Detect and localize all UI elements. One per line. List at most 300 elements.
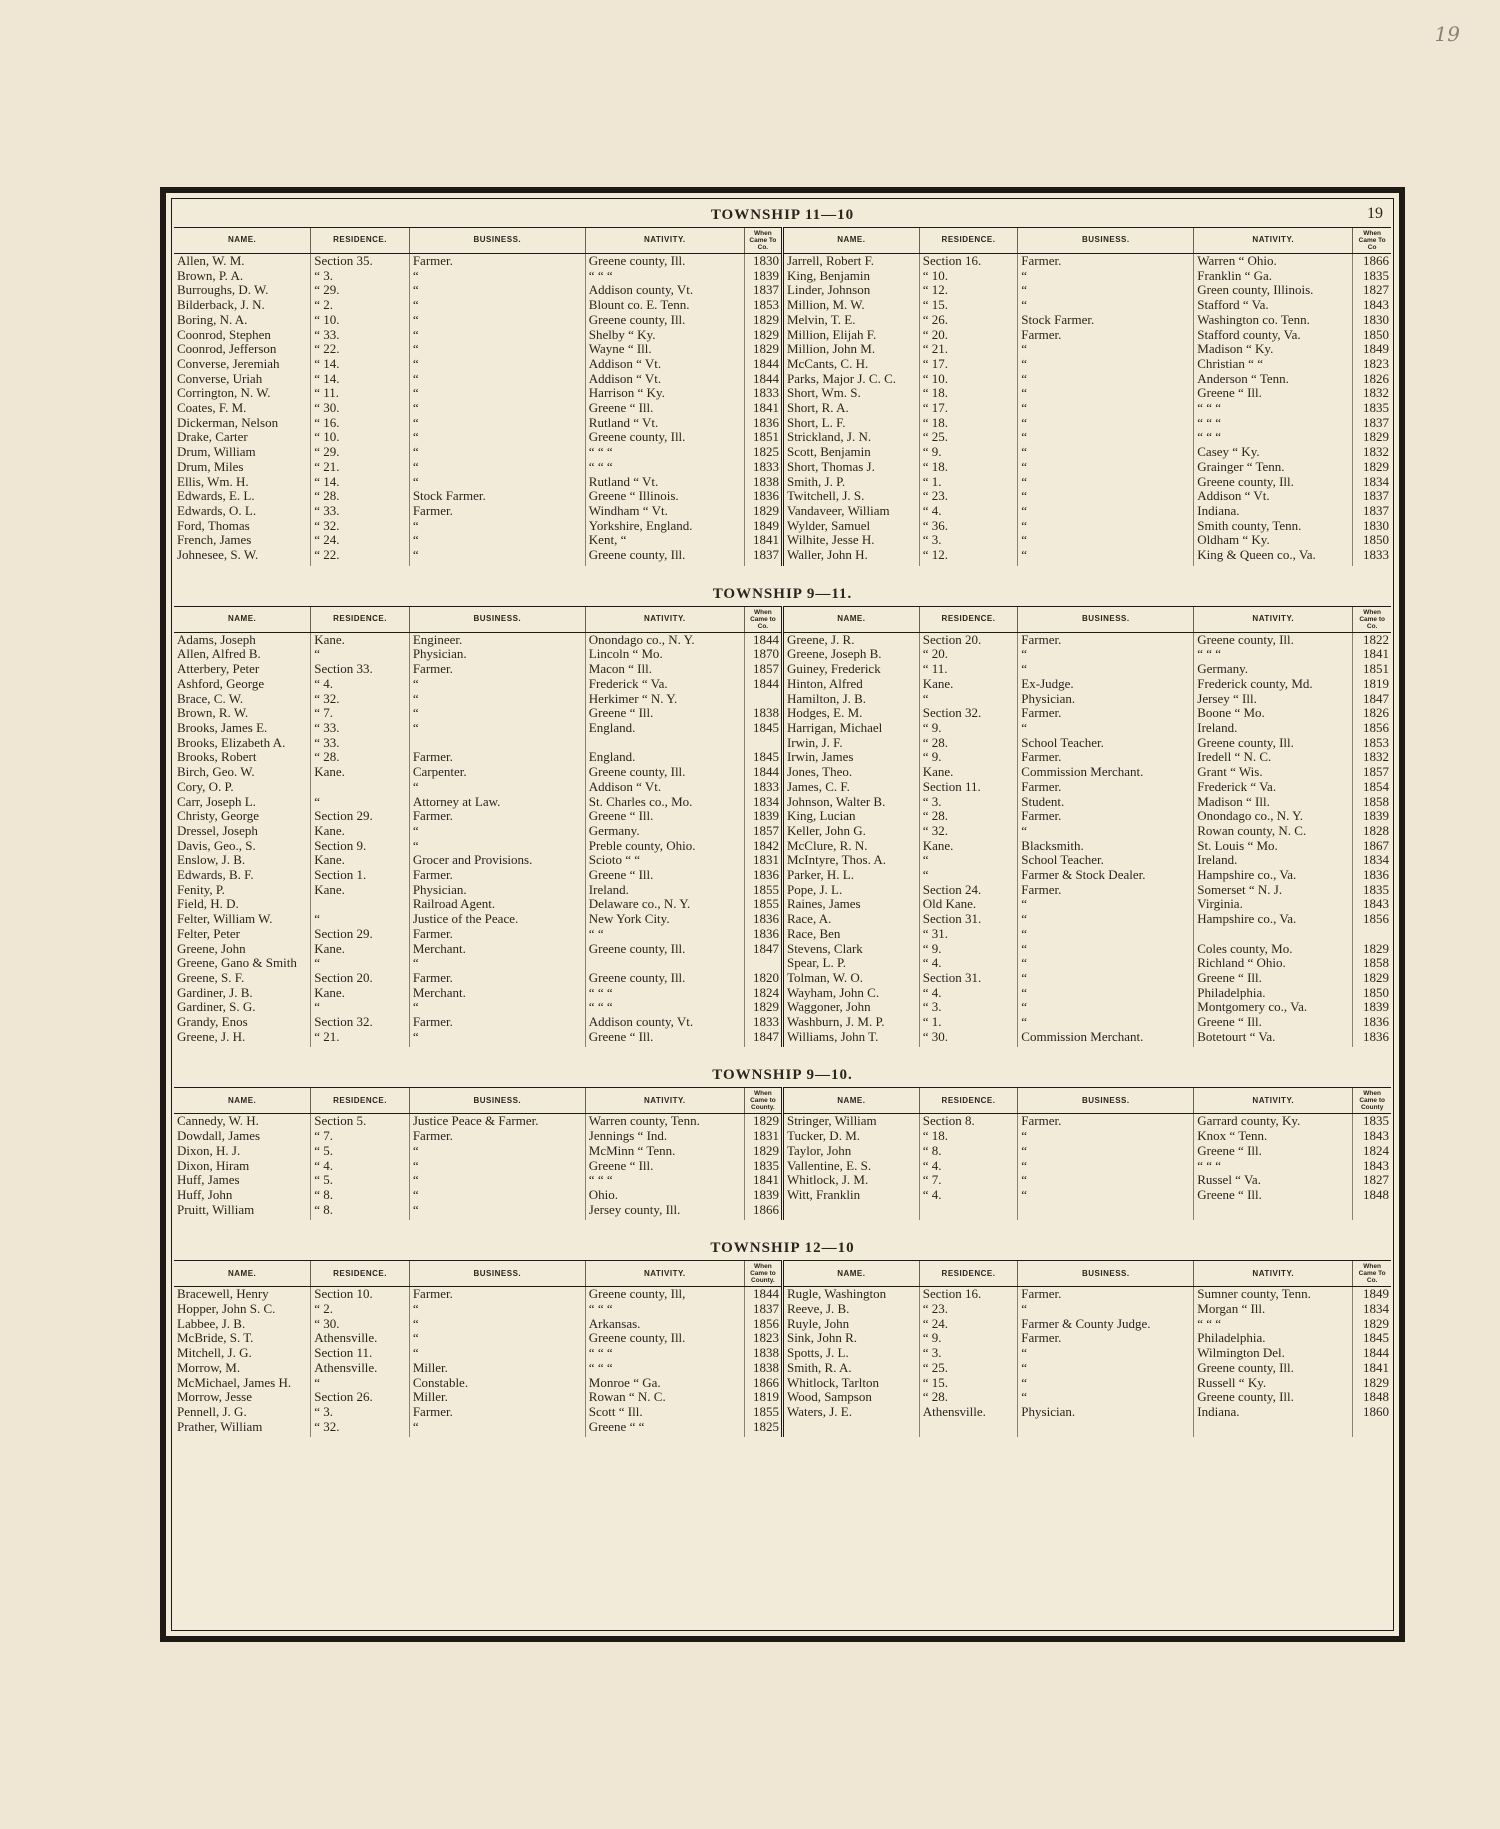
nativity-cell: Windham “ Vt. [585, 504, 744, 519]
business-cell: “ [1018, 1302, 1194, 1317]
resident-name: Short, Wm. S. [782, 386, 919, 401]
business-cell: “ [409, 533, 585, 548]
residence-cell: Kane. [919, 677, 1018, 692]
business-cell: Farmer. [1018, 1331, 1194, 1346]
resident-name: Edwards, B. F. [177, 868, 254, 883]
resident-name: Adams, Joseph [177, 632, 256, 647]
year-cell: 1833 [744, 1015, 782, 1030]
year-cell: 1832 [1353, 386, 1391, 401]
table-row [174, 942, 1391, 957]
nativity-cell: Greene “ Ill. [1194, 1144, 1353, 1159]
resident-name: McIntyre, Thos. A. [782, 853, 919, 868]
township-section [174, 1061, 1391, 1220]
nativity-cell: Frederick “ Va. [1194, 780, 1353, 795]
year-cell: 1841 [1353, 647, 1391, 662]
year-cell: 1870 [744, 647, 782, 662]
residence-column-header: RESIDENCE. [311, 1261, 410, 1287]
table-row [174, 283, 1391, 298]
business-cell: “ [409, 677, 585, 692]
year-cell: 1837 [1353, 489, 1391, 504]
business-cell: “ [1018, 1346, 1194, 1361]
business-cell: Attorney at Law. [409, 795, 585, 810]
business-cell: “ [409, 721, 585, 736]
nativity-cell: Addison county, Vt. [585, 283, 744, 298]
table-row [174, 475, 1391, 490]
table-row [174, 824, 1391, 839]
residence-cell: Section 20. [919, 632, 1018, 647]
business-cell: “ [1018, 460, 1194, 475]
residence-cell: “ 18. [919, 1129, 1018, 1144]
business-cell: Commission Merchant. [1018, 1030, 1194, 1048]
year-cell: 1847 [744, 942, 782, 957]
residence-cell: “ 28. [919, 1390, 1018, 1405]
nativity-cell: Warren “ Ohio. [1194, 254, 1353, 269]
name-column-header: NAME. [782, 606, 919, 632]
resident-name: Short, L. F. [782, 416, 919, 431]
residence-cell: Section 8. [919, 1114, 1018, 1129]
business-cell: Carpenter. [409, 765, 585, 780]
resident-name: Morrow, M. [177, 1360, 241, 1375]
year-cell: 1847 [1353, 692, 1391, 707]
resident-name: Coonrod, Stephen [177, 327, 271, 342]
residence-cell: “ 28. [311, 750, 410, 765]
resident-name: Mitchell, J. G. [177, 1346, 252, 1361]
resident-name: Brooks, Robert [177, 750, 257, 765]
nativity-column-header: NATIVITY. [585, 1261, 744, 1287]
table-row [174, 372, 1391, 387]
resident-name: Waters, J. E. [782, 1405, 919, 1420]
table-row [174, 971, 1391, 986]
year-cell: 1837 [744, 1302, 782, 1317]
business-cell: “ [1018, 401, 1194, 416]
year-cell: 1830 [1353, 313, 1391, 328]
year-cell: 1841 [1353, 1361, 1391, 1376]
nativity-cell: “ “ “ [585, 1000, 744, 1015]
business-cell: Farmer. [409, 750, 585, 765]
residence-cell: Athensville. [919, 1405, 1018, 1420]
year-cell: 1836 [1353, 868, 1391, 883]
year-cell: 1838 [744, 706, 782, 721]
resident-name: Coonrod, Jefferson [177, 342, 277, 357]
nativity-cell: Iredell “ N. C. [1194, 750, 1353, 765]
resident-name: Guiney, Frederick [782, 662, 919, 677]
nativity-cell: Greene “ Ill. [1194, 1188, 1353, 1203]
business-cell: “ [409, 460, 585, 475]
residence-cell: Kane. [919, 765, 1018, 780]
resident-name: Corrington, N. W. [177, 386, 271, 401]
table-row [174, 839, 1391, 854]
residence-cell: “ 11. [919, 662, 1018, 677]
resident-name: Pennell, J. G. [177, 1405, 247, 1419]
residence-cell: Section 16. [919, 1287, 1018, 1302]
residence-cell: Kane. [311, 986, 410, 1001]
nativity-cell: Greene county, Ill. [1194, 736, 1353, 751]
business-cell: Farmer. [409, 1015, 585, 1030]
residence-cell: Kane. [311, 824, 410, 839]
resident-name: Converse, Jeremiah [177, 356, 280, 371]
resident-name: Tolman, W. O. [782, 971, 919, 986]
resident-name: Allen, W. M. [177, 253, 245, 268]
nativity-column-header: NATIVITY. [585, 1088, 744, 1114]
year-cell: 1836 [1353, 1015, 1391, 1030]
business-cell: Farmer. [1018, 809, 1194, 824]
year-cell: 1838 [744, 475, 782, 490]
township-title: TOWNSHIP 9—11. [712, 585, 853, 602]
nativity-cell: “ “ “ [585, 1361, 744, 1376]
year-cell: 1819 [744, 1390, 782, 1405]
residence-cell: “ 3. [919, 795, 1018, 810]
section-header [174, 1061, 1391, 1087]
residence-cell: “ 30. [311, 401, 410, 416]
resident-name: Waggoner, John [782, 1000, 919, 1015]
nativity-cell: Greene county, Ill. [585, 548, 744, 566]
business-cell: “ [1018, 971, 1194, 986]
residence-cell: Section 16. [919, 254, 1018, 269]
year-column-header: When Came to Co. [744, 606, 782, 632]
resident-name: Greene, J. H. [177, 1029, 246, 1044]
residence-cell: “ 9. [919, 445, 1018, 460]
nativity-cell: “ “ “ [1194, 401, 1353, 416]
table-row [174, 1287, 1391, 1302]
resident-name: Converse, Uriah [177, 371, 263, 386]
residence-cell: “ 33. [311, 504, 410, 519]
nativity-cell: Stafford county, Va. [1194, 328, 1353, 343]
year-cell: 1835 [1353, 269, 1391, 284]
business-cell: “ [1018, 956, 1194, 971]
resident-name: Parker, H. L. [782, 868, 919, 883]
business-cell: “ [1018, 1159, 1194, 1174]
business-cell: Physician. [1018, 692, 1194, 707]
resident-name: Atterbery, Peter [177, 662, 260, 677]
year-cell [1353, 1203, 1391, 1221]
year-cell: 1844 [744, 357, 782, 372]
section-header [174, 580, 1391, 606]
business-cell: Ex-Judge. [1018, 677, 1194, 692]
year-cell: 1856 [1353, 912, 1391, 927]
nativity-cell: Frederick “ Va. [585, 677, 744, 692]
business-cell: Farmer. [409, 662, 585, 677]
business-cell: Farmer. [409, 868, 585, 883]
nativity-cell: Oldham “ Ky. [1194, 533, 1353, 548]
year-cell: 1857 [744, 662, 782, 677]
residence-cell: “ 21. [919, 342, 1018, 357]
nativity-cell: Stafford “ Va. [1194, 298, 1353, 313]
residence-cell: “ 23. [919, 489, 1018, 504]
business-cell: “ [409, 706, 585, 721]
resident-name: Wylder, Samuel [782, 519, 919, 534]
year-cell: 1850 [1353, 986, 1391, 1001]
resident-name: Ruyle, John [782, 1317, 919, 1332]
year-cell: 1824 [1353, 1144, 1391, 1159]
resident-name: Million, M. W. [782, 298, 919, 313]
residence-column-header: RESIDENCE. [311, 606, 410, 632]
resident-name: Davis, Geo., S. [177, 838, 256, 853]
resident-name: Gardiner, J. B. [177, 985, 253, 1000]
nativity-cell: Greene county, Ill. [585, 1331, 744, 1346]
residence-cell: “ 32. [919, 824, 1018, 839]
nativity-cell: Green county, Illinois. [1194, 283, 1353, 298]
business-cell: Physician. [1018, 1405, 1194, 1420]
residence-cell: “ 4. [919, 986, 1018, 1001]
business-cell: Merchant. [409, 986, 585, 1001]
nativity-cell: Indiana. [1194, 504, 1353, 519]
year-cell: 1831 [744, 1129, 782, 1144]
resident-name [782, 1420, 919, 1438]
business-cell: “ [409, 401, 585, 416]
table-row [174, 1376, 1391, 1391]
resident-name: Dixon, Hiram [177, 1158, 250, 1173]
residence-cell: “ [919, 868, 1018, 883]
business-cell: “ [1018, 647, 1194, 662]
nativity-cell: Rowan “ N. C. [585, 1390, 744, 1405]
nativity-cell: “ “ “ [585, 445, 744, 460]
business-cell: “ [1018, 533, 1194, 548]
table-row [174, 927, 1391, 942]
residence-cell: Section 32. [311, 1015, 410, 1030]
nativity-cell: Greene county, Ill. [585, 942, 744, 957]
business-cell: “ [1018, 942, 1194, 957]
business-cell: “ [1018, 283, 1194, 298]
nativity-cell: “ “ “ [585, 460, 744, 475]
nativity-cell: Addison “ Vt. [585, 780, 744, 795]
year-cell: 1858 [1353, 956, 1391, 971]
table-row [174, 897, 1391, 912]
business-cell: “ [1018, 1144, 1194, 1159]
year-cell [744, 692, 782, 707]
business-cell: “ [409, 328, 585, 343]
table-row [174, 1015, 1391, 1030]
residence-cell: “ 25. [919, 430, 1018, 445]
resident-name: Short, Thomas J. [782, 460, 919, 475]
year-cell: 1833 [1353, 548, 1391, 566]
residence-cell: “ [311, 647, 410, 662]
nativity-cell: “ “ “ [1194, 430, 1353, 445]
residence-cell: “ 21. [311, 460, 410, 475]
year-cell: 1836 [1353, 1030, 1391, 1048]
business-cell: Farmer. [409, 1129, 585, 1144]
year-cell [744, 736, 782, 751]
year-cell: 1857 [1353, 765, 1391, 780]
year-column-header: When Came to County [1353, 1088, 1391, 1114]
nativity-cell: Greene county, Ill. [1194, 632, 1353, 647]
nativity-cell: St. Louis “ Mo. [1194, 839, 1353, 854]
year-column-header: When Came to Co. [1353, 606, 1391, 632]
business-cell: “ [1018, 475, 1194, 490]
resident-name: McBride, S. T. [177, 1331, 254, 1346]
residence-cell: “ 33. [311, 328, 410, 343]
residence-cell: Section 24. [919, 883, 1018, 898]
resident-name: Morrow, Jesse [177, 1390, 252, 1405]
township-section [174, 1234, 1391, 1437]
table-row [174, 1173, 1391, 1188]
year-cell: 1835 [1353, 401, 1391, 416]
residence-cell: “ 3. [919, 1346, 1018, 1361]
table-row [174, 1346, 1391, 1361]
resident-name: Grandy, Enos [177, 1015, 248, 1030]
resident-name: Williams, John T. [782, 1030, 919, 1048]
residence-cell: Kane. [311, 942, 410, 957]
residence-cell: “ 7. [919, 1173, 1018, 1188]
nativity-cell: Jersey “ Ill. [1194, 692, 1353, 707]
residence-cell: Section 31. [919, 912, 1018, 927]
year-cell: 1820 [744, 971, 782, 986]
resident-name: Carr, Joseph L. [177, 794, 256, 809]
year-cell: 1833 [744, 460, 782, 475]
table-row [174, 1203, 1391, 1221]
year-cell: 1844 [744, 632, 782, 647]
resident-name: Twitchell, J. S. [782, 489, 919, 504]
nativity-cell: Grainger “ Tenn. [1194, 460, 1353, 475]
business-cell: “ [1018, 548, 1194, 566]
resident-name: Coates, F. M. [177, 401, 247, 416]
nativity-cell: King & Queen co., Va. [1194, 548, 1353, 566]
business-cell: Farmer. [409, 254, 585, 269]
residence-cell: “ 36. [919, 519, 1018, 534]
table-row [174, 1317, 1391, 1332]
resident-name: Greene, J. R. [782, 632, 919, 647]
business-cell: Physician. [409, 883, 585, 898]
residence-cell: “ 12. [919, 548, 1018, 566]
nativity-cell: Somerset “ N. J. [1194, 883, 1353, 898]
resident-name: Pope, J. L. [782, 883, 919, 898]
year-cell: 1834 [1353, 853, 1391, 868]
table-row [174, 504, 1391, 519]
resident-name: Gardiner, S. G. [177, 1000, 256, 1015]
resident-name: Ellis, Wm. H. [177, 474, 249, 489]
year-cell: 1839 [744, 1188, 782, 1203]
nativity-cell: Rutland “ Vt. [585, 416, 744, 431]
business-column-header: BUSINESS. [1018, 1261, 1194, 1287]
nativity-cell: Wayne “ Ill. [585, 342, 744, 357]
nativity-cell: Anderson “ Tenn. [1194, 372, 1353, 387]
business-cell: “ [409, 956, 585, 971]
residence-cell: Section 29. [311, 809, 410, 824]
resident-name: Birch, Geo. W. [177, 765, 255, 780]
residence-cell: “ 15. [919, 1376, 1018, 1391]
year-cell: 1829 [744, 313, 782, 328]
nativity-cell: Greene “ Illinois. [585, 489, 744, 504]
resident-name: Pruitt, William [177, 1202, 255, 1217]
year-cell: 1819 [1353, 677, 1391, 692]
residence-cell: Section 9. [311, 839, 410, 854]
year-cell: 1839 [1353, 809, 1391, 824]
nativity-cell: New York City. [585, 912, 744, 927]
table-row [174, 736, 1391, 751]
residence-cell: “ 29. [311, 445, 410, 460]
resident-name: Whitlock, Tarlton [782, 1376, 919, 1391]
resident-name: Scott, Benjamin [782, 445, 919, 460]
business-cell: “ [409, 1331, 585, 1346]
year-cell: 1836 [744, 416, 782, 431]
year-cell: 1866 [1353, 254, 1391, 269]
residence-cell: “ 7. [311, 706, 410, 721]
year-cell: 1837 [1353, 416, 1391, 431]
business-cell: “ [1018, 1188, 1194, 1203]
resident-name: Whitlock, J. M. [782, 1173, 919, 1188]
nativity-cell: Greene county, Ill, [585, 1287, 744, 1302]
business-cell: Farmer. [409, 504, 585, 519]
resident-name: Drake, Carter [177, 430, 248, 445]
business-column-header: BUSINESS. [409, 606, 585, 632]
nativity-cell: Germany. [1194, 662, 1353, 677]
nativity-cell: Addison “ Vt. [585, 372, 744, 387]
nativity-cell: Greene “ Ill. [585, 809, 744, 824]
residence-cell: “ 4. [919, 956, 1018, 971]
nativity-cell: Montgomery co., Va. [1194, 1000, 1353, 1015]
nativity-cell: Greene “ Ill. [585, 1030, 744, 1048]
residence-cell: “ 21. [311, 1030, 410, 1048]
nativity-cell: Coles county, Mo. [1194, 942, 1353, 957]
nativity-cell: Greene “ Ill. [1194, 386, 1353, 401]
table-row [174, 1188, 1391, 1203]
business-cell: Blacksmith. [1018, 839, 1194, 854]
resident-name: Dickerman, Nelson [177, 415, 279, 430]
residence-cell: Kane. [311, 853, 410, 868]
table-row [174, 1144, 1391, 1159]
business-column-header: BUSINESS. [409, 1261, 585, 1287]
year-cell: 1834 [1353, 475, 1391, 490]
year-cell: 1823 [744, 1331, 782, 1346]
year-cell: 1860 [1353, 1405, 1391, 1420]
year-cell: 1831 [744, 853, 782, 868]
year-cell [1353, 927, 1391, 942]
business-cell: Farmer. [1018, 750, 1194, 765]
resident-name: Greene, Gano & Smith [177, 956, 297, 971]
year-cell: 1832 [1353, 445, 1391, 460]
nativity-cell: Greene county, Ill. [585, 971, 744, 986]
business-cell: Constable. [409, 1376, 585, 1391]
resident-name: Parks, Major J. C. C. [782, 372, 919, 387]
residence-cell: “ 3. [919, 533, 1018, 548]
business-cell: “ [409, 1302, 585, 1317]
residence-cell: “ 24. [919, 1317, 1018, 1332]
residence-cell: “ [311, 1000, 410, 1015]
resident-name: Stevens, Clark [782, 942, 919, 957]
township-title: TOWNSHIP 9—10. [712, 1067, 853, 1084]
resident-name: Wayham, John C. [782, 986, 919, 1001]
year-cell: 1845 [744, 750, 782, 765]
nativity-cell: Boone “ Mo. [1194, 706, 1353, 721]
table-row [174, 809, 1391, 824]
resident-name: Johnson, Walter B. [782, 795, 919, 810]
nativity-cell: “ “ “ [585, 1346, 744, 1361]
resident-name: Hamilton, J. B. [782, 692, 919, 707]
resident-name: Hinton, Alfred [782, 677, 919, 692]
table-row [174, 254, 1391, 269]
table-row [174, 780, 1391, 795]
resident-name: Allen, Alfred B. [177, 647, 261, 662]
residence-cell: “ 22. [311, 548, 410, 566]
table-row [174, 342, 1391, 357]
nativity-cell: Ireland. [1194, 853, 1353, 868]
table-row [174, 662, 1391, 677]
residence-cell: Kane. [311, 765, 410, 780]
business-cell [409, 736, 585, 751]
resident-name: Edwards, E. L. [177, 489, 255, 504]
business-cell: “ [409, 1159, 585, 1174]
year-cell: 1856 [1353, 721, 1391, 736]
business-cell: “ [1018, 1376, 1194, 1391]
nativity-cell: Rutland “ Vt. [585, 475, 744, 490]
residence-cell: “ 17. [919, 401, 1018, 416]
residence-column-header: RESIDENCE. [919, 1261, 1018, 1287]
year-column-header: When Came to County. [744, 1088, 782, 1114]
township-section [174, 580, 1391, 1048]
residence-cell: Old Kane. [919, 897, 1018, 912]
business-cell: “ [409, 1144, 585, 1159]
year-cell: 1829 [1353, 460, 1391, 475]
resident-name: James, C. F. [782, 780, 919, 795]
